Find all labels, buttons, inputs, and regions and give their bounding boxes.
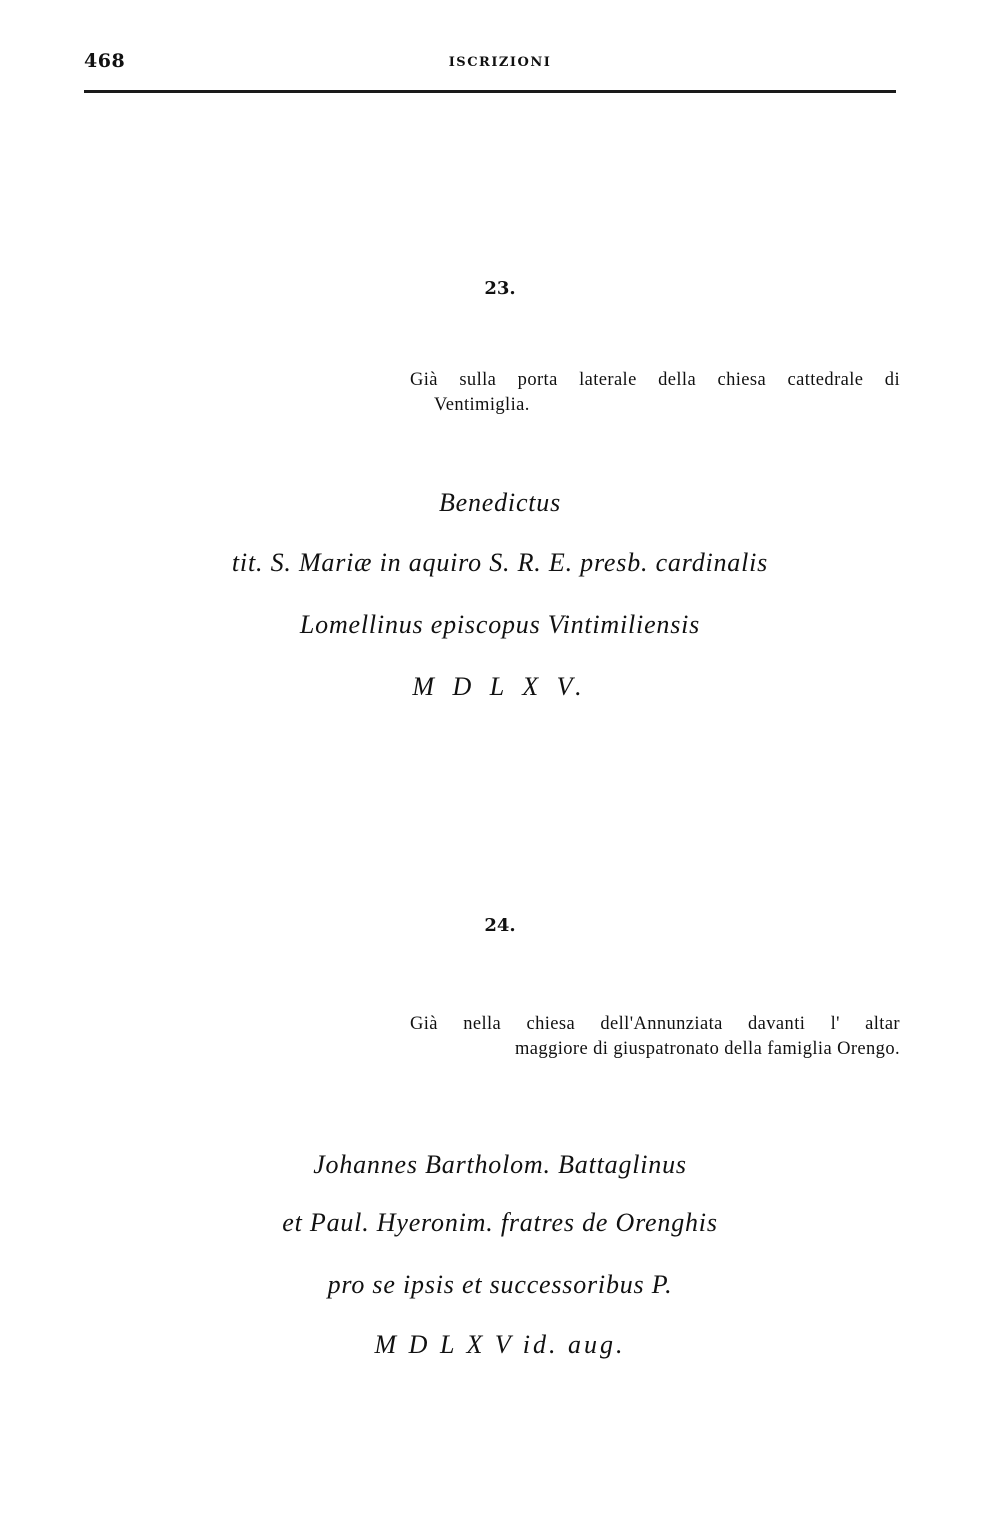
inscription-line: M D L X V.: [412, 672, 588, 701]
entry-note-24: [410, 1012, 900, 1062]
entry-note-23: [410, 368, 900, 418]
inscription-line: tit. S. Mariæ in aquiro S. R. E. presb. cardinalis: [231, 548, 769, 577]
inscription-line: pro se ipsis et successoribus P.: [327, 1270, 673, 1299]
note-line: Già sulla porta laterale della chiesa cattedrale di: [410, 370, 900, 390]
header-rule: [84, 90, 896, 93]
inscription-line: Johannes Bartholom. Battaglinus: [313, 1150, 687, 1179]
inscription-line: M D L X V id. aug.: [374, 1330, 626, 1359]
page-number: 468: [84, 50, 126, 72]
inscription-line: et Paul. Hyeronim. fratres de Orenghis: [282, 1208, 718, 1237]
running-head: ISCRIZIONI: [448, 55, 552, 70]
entry-number-24: 24.: [484, 915, 516, 936]
inscription-line: Lomellinus episcopus Vintimiliensis: [299, 610, 701, 639]
note-line: Ventimiglia.: [434, 395, 530, 415]
inscription-line: Benedictus: [438, 488, 562, 517]
entry-number-23: 23.: [484, 278, 516, 299]
note-line: Già nella chiesa dell'Annunziata davanti l' altar: [410, 1014, 900, 1034]
note-line: maggiore di giuspatronato della famiglia Orengo.: [515, 1039, 900, 1059]
